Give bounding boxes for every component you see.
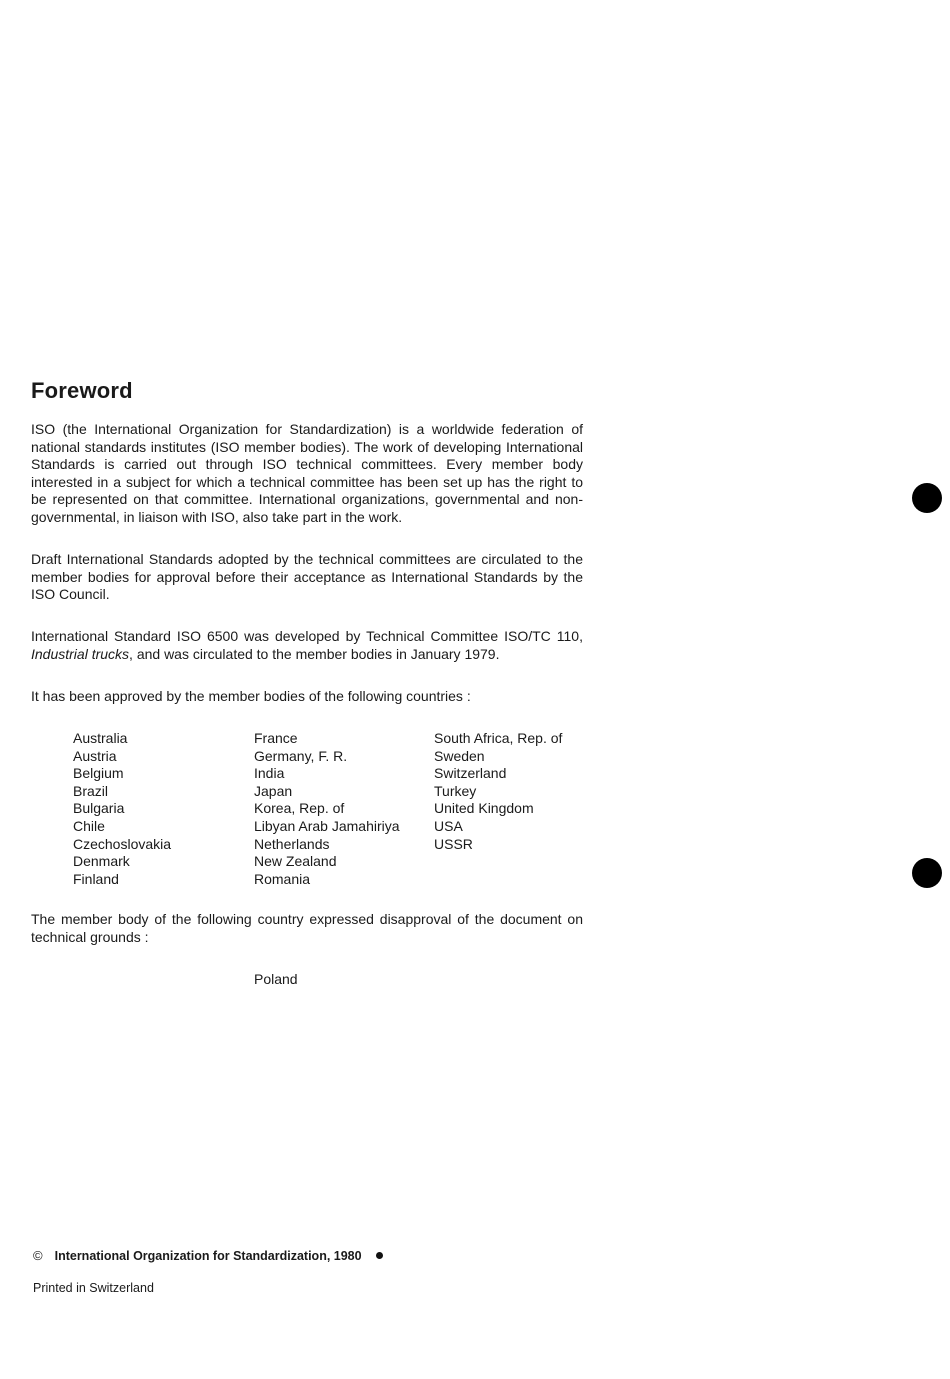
- country-list-column-3: [434, 730, 562, 853]
- standard-text-start: International Standard ISO 6500 was developed by Technical Committee ISO/TC 110,: [31, 628, 583, 644]
- country-item: Denmark: [73, 853, 130, 870]
- copyright-icon: ©: [33, 1248, 43, 1263]
- country-item: Chile: [73, 817, 105, 834]
- country-item: New Zealand: [254, 853, 337, 870]
- foreword-paragraph-disapproval: The member body of the following country expressed disapproval of the document on technical grounds :: [31, 911, 583, 945]
- country-item: India: [254, 765, 285, 782]
- committee-title: Industrial trucks: [31, 645, 130, 662]
- country-item: Turkey: [434, 782, 477, 799]
- page-title: Foreword: [31, 378, 133, 403]
- copyright-line: [33, 1248, 383, 1263]
- country-item: Japan: [254, 782, 293, 799]
- country-item: Australia: [73, 730, 128, 746]
- country-item: Belgium: [73, 765, 124, 782]
- country-item: Netherlands: [254, 835, 330, 852]
- bullet-dot-icon: [376, 1252, 383, 1259]
- punch-hole-bottom: [912, 858, 942, 888]
- foreword-paragraph-standard: [31, 628, 583, 663]
- country-item: USA: [434, 817, 463, 834]
- country-item: Switzerland: [434, 765, 507, 782]
- country-item: Libyan Arab Jamahiriya: [254, 817, 400, 834]
- country-item: Korea, Rep. of: [254, 800, 345, 817]
- country-item: Sweden: [434, 747, 485, 764]
- country-item: South Africa, Rep. of: [434, 730, 563, 746]
- country-item: France: [254, 730, 298, 746]
- standard-text-end: , and was circulated to the member bodies in January 1979.: [129, 645, 500, 662]
- foreword-paragraph-approval: It has been approved by the member bodies of the following countries :: [31, 688, 471, 704]
- country-item: Finland: [73, 870, 119, 887]
- country-list-column-2: [254, 730, 400, 888]
- copyright-text: International Organization for Standardization, 1980: [54, 1248, 362, 1263]
- foreword-paragraph-iso: ISO (the International Organization for Standardization) is a worldwide federation of national standards institutes (ISO member bodies). The work of developing International Standards is carried out through ISO technical committees. Every member body interested in a subject for which a technical committee has been set up has the right to be represented on that committee. International organizations, governmental and non-governmental, in liaison with ISO, also take part in the work.: [31, 421, 583, 525]
- country-item: United Kingdom: [434, 800, 534, 817]
- disapproving-country: Poland: [254, 971, 298, 987]
- foreword-paragraph-drafts: Draft International Standards adopted by the technical committees are circulated to the member bodies for approval before their acceptance as International Standards by the ISO Council.: [31, 551, 583, 603]
- country-item: Czechoslovakia: [73, 835, 172, 852]
- country-item: Romania: [254, 870, 311, 887]
- country-item: Bulgaria: [73, 800, 125, 817]
- country-item: Austria: [73, 747, 117, 764]
- printed-location: Printed in Switzerland: [33, 1281, 154, 1295]
- country-item: USSR: [434, 835, 473, 852]
- country-list-column-1: [73, 730, 171, 888]
- country-item: Germany, F. R.: [254, 747, 348, 764]
- punch-hole-top: [912, 483, 942, 513]
- country-item: Brazil: [73, 782, 109, 799]
